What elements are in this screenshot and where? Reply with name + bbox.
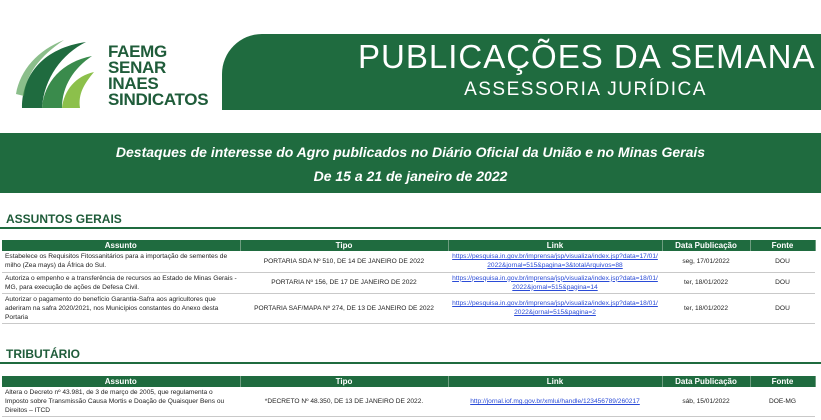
section-title-assuntos-gerais: ASSUNTOS GERAIS — [6, 212, 122, 226]
logo-line-faemg: FAEMG — [108, 42, 167, 61]
publication-link[interactable]: https://pesquisa.in.gov.br/imprensa/jsp/visualiza/index.jsp?data=18/01/2022&jornal=515&pagina=14 — [452, 274, 658, 291]
section-title-tributario: TRIBUTÁRIO — [6, 347, 80, 361]
logo — [14, 34, 214, 114]
cell-fonte: DOE-MG — [750, 387, 815, 417]
col-header-assunto: Assunto — [2, 376, 240, 387]
logo-text — [108, 44, 208, 108]
page-subtitle: ASSESSORIA JURÍDICA — [464, 79, 707, 100]
cell-assunto: Estabelece os Requisitos Fitossanitários para a importação de sementes de milho (Zea mays) da África do Sul. — [2, 251, 240, 272]
cell-data: seg, 17/01/2022 — [662, 251, 750, 272]
col-header-fonte: Fonte — [750, 376, 815, 387]
cell-fonte: DOU — [750, 272, 815, 293]
publication-link[interactable]: https://pesquisa.in.gov.br/imprensa/jsp/visualiza/index.jsp?data=17/01/2022&jornal=515&pagina=3&totalArquivos=88 — [452, 253, 658, 270]
cell-link — [448, 272, 662, 293]
cell-link — [448, 251, 662, 272]
cell-fonte: DOU — [750, 293, 815, 323]
cell-fonte: DOU — [750, 251, 815, 272]
col-header-link: Link — [448, 376, 662, 387]
table-row — [2, 293, 815, 323]
table-assuntos-gerais — [2, 240, 816, 324]
cell-link — [448, 293, 662, 323]
table-tributario — [2, 376, 816, 417]
cell-link — [448, 387, 662, 417]
col-header-data: Data Publicação — [662, 240, 750, 251]
col-header-data: Data Publicação — [662, 376, 750, 387]
logo-line-sindicatos: SINDICATOS — [108, 90, 209, 109]
publication-link[interactable]: http://jornal.iof.mg.gov.br/xmlui/handle/123456789/260217 — [470, 398, 640, 405]
cell-assunto: Altera o Decreto nº 43.981, de 3 de março de 2005, que regulamenta o Imposto sobre Transmissão Causa Mortis e Doação de Quaisquer Bens ou Direitos – ITCD — [2, 387, 240, 417]
logo-line-inaes: INAES — [108, 74, 159, 93]
publication-link[interactable]: https://pesquisa.in.gov.br/imprensa/jsp/visualiza/index.jsp?data=18/01/2022&jornal=515&pagina=2 — [452, 300, 658, 316]
table-header-row — [2, 240, 815, 251]
cell-data: ter, 18/01/2022 — [662, 272, 750, 293]
cell-data: sáb, 15/01/2022 — [662, 387, 750, 417]
cell-tipo: *DECRETO Nº 48.350, DE 13 DE JANEIRO DE 2022. — [240, 387, 448, 417]
col-header-fonte: Fonte — [750, 240, 815, 251]
cell-data: ter, 18/01/2022 — [662, 293, 750, 323]
table-header-row — [2, 376, 815, 387]
cell-assunto: Autorizar o pagamento do benefício Garantia-Safra aos agricultores que aderiram na safra 2020/2021, nos Municípios constantes do Anexo desta Portaria — [2, 293, 240, 323]
col-header-tipo: Tipo — [240, 376, 448, 387]
table-row — [2, 272, 815, 293]
banner-description: Destaques de interesse do Agro publicados no Diário Oficial da União e no Minas Gerais — [115, 144, 706, 160]
banner-date-range: De 15 a 21 de janeiro de 2022 — [313, 168, 508, 184]
page-title: PUBLICAÇÕES DA SEMANA — [358, 38, 816, 75]
table-row — [2, 251, 815, 272]
logo-line-senar: SENAR — [108, 58, 167, 77]
leaf-logo-icon — [14, 34, 94, 110]
cell-tipo: PORTARIA Nº 156, DE 17 DE JANEIRO DE 2022 — [240, 272, 448, 293]
section-rule — [0, 362, 821, 364]
page-header — [0, 0, 821, 133]
col-header-assunto: Assunto — [2, 240, 240, 251]
col-header-tipo: Tipo — [240, 240, 448, 251]
cell-tipo: PORTARIA SAF/MAPA Nº 274, DE 13 DE JANEIRO DE 2022 — [240, 293, 448, 323]
cell-tipo: PORTARIA SDA Nº 510, DE 14 DE JANEIRO DE 2022 — [240, 251, 448, 272]
section-rule — [0, 227, 821, 229]
col-header-link: Link — [448, 240, 662, 251]
highlights-banner — [0, 133, 821, 193]
cell-assunto: Autoriza o empenho e a transferência de recursos ao Estado de Minas Gerais - MG, para execução de ações de Defesa Civil. — [2, 272, 240, 293]
table-row — [2, 387, 815, 417]
